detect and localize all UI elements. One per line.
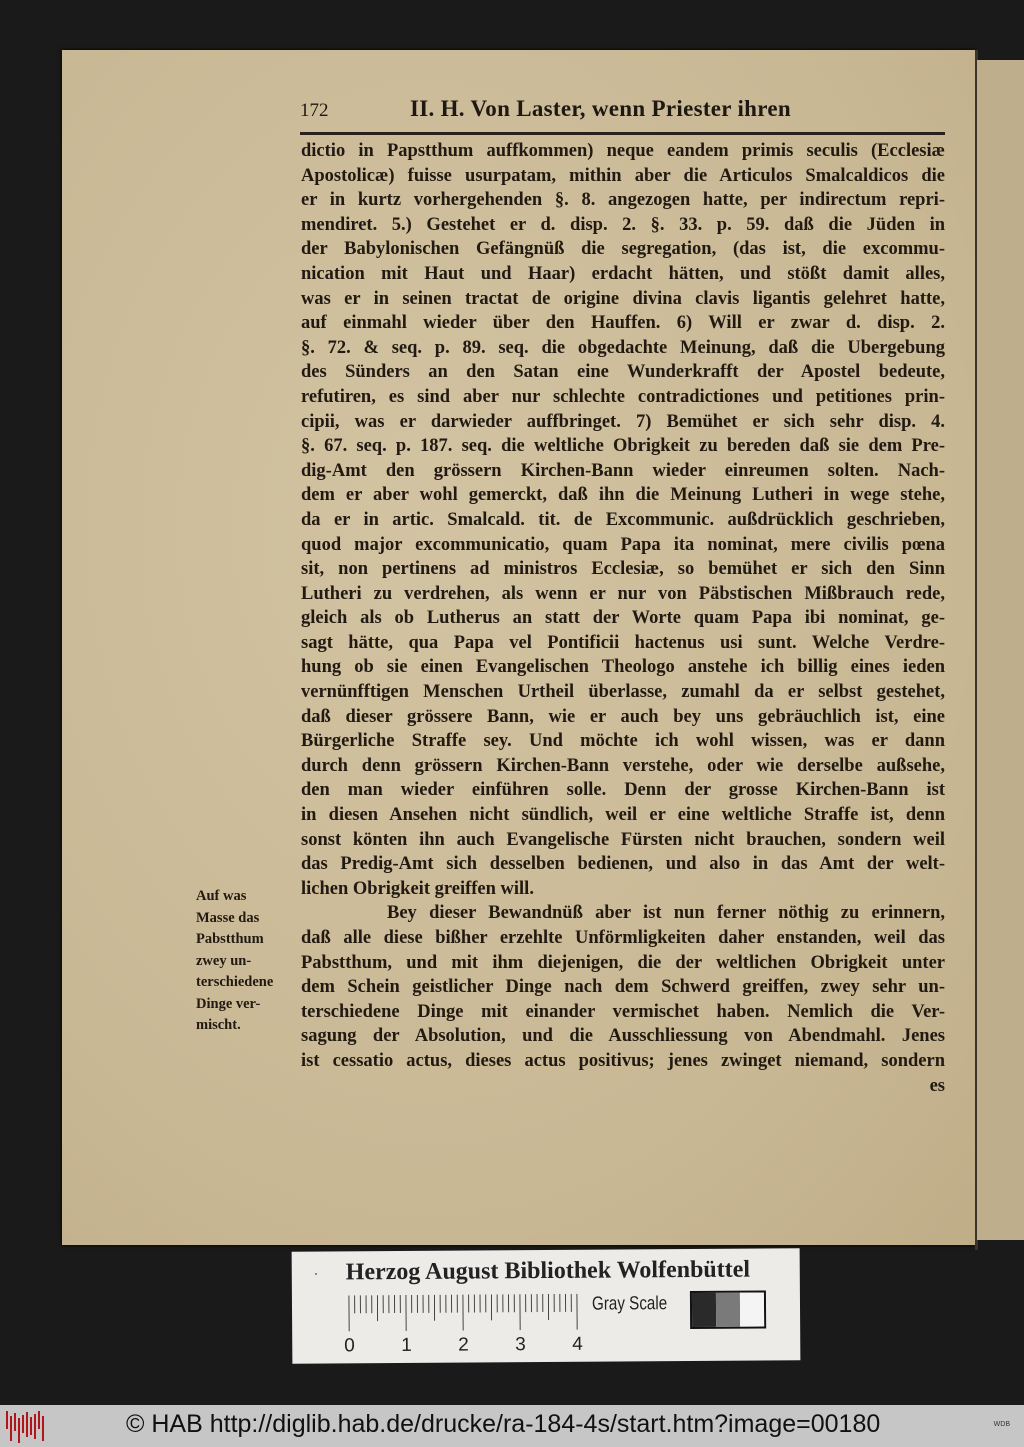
margin-note-line: Dinge ver-: [196, 995, 261, 1012]
header-rule: [300, 132, 945, 135]
ruler-number: 4: [572, 1333, 583, 1355]
ruler-number: 0: [344, 1335, 355, 1357]
text-line: lichen Obrigkeit greiffen will.: [301, 878, 534, 899]
text-line: es: [929, 1075, 945, 1096]
text-line: dem er aber wohl gemerckt, daß ihn die Meinung Lutheri in wege stehe,: [301, 485, 945, 506]
margin-note-line: mischt.: [196, 1017, 241, 1033]
text-line: was er in seinen tractat de origine divina clavis ligantis gelehret hatte,: [301, 288, 945, 309]
text-line: cipii, was er darwieder auffbringet. 7) Bemühet er sich sehr disp. 4.: [301, 411, 945, 432]
text-line: Pabstthum, und mit ihm diejenigen, die der weltlichen Obrigkeit unter: [301, 952, 945, 973]
margin-note-line: Pabstthum: [196, 931, 264, 947]
text-line: gleich als ob Lutherus an statt der Worte quam Papa ibi nominat, ge-: [301, 608, 945, 629]
logo-bar: [22, 1415, 24, 1433]
text-line: vernünfftigen Menschen Urtheil überlasse, zumahl da er selbst gestehet,: [301, 682, 945, 703]
ruler-number: 1: [401, 1334, 412, 1357]
gray-scale-label: Gray Scale: [591, 1293, 668, 1315]
text-line: sit, non pertinens ad ministros Ecclesiæ, so bemühet er sich den Sinn: [301, 559, 945, 580]
logo-bar: [30, 1417, 32, 1435]
text-line: des Sünders an den Satan eine Wunderkrafft der Apostel bedeute,: [301, 362, 945, 383]
text-line: Bürgerliche Straffe sey. Und möchte ich wohl wissen, was er dann: [301, 731, 945, 752]
hab-logo-icon: [6, 1411, 46, 1443]
text-line: sonst könten ihn auch Evangelische Fürsten nicht brauchen, sondern weil: [301, 829, 945, 850]
page-header: [300, 96, 945, 124]
swatch-light: [740, 1292, 764, 1326]
ruler-number: 3: [515, 1334, 526, 1356]
text-line: §. 72. & seq. p. 89. seq. die obgedachte Meinung, daß die Ubergebung: [301, 337, 945, 358]
text-line: §. 67. seq. p. 187. seq. die weltliche Obrigkeit zu bereden daß sie dem Pre-: [301, 436, 945, 457]
text-line: dig-Amt den grössern Kirchen-Bann wieder einreumen solten. Nach-: [301, 460, 945, 481]
text-line: da er in artic. Smalcald. tit. de Excommunic. außdrücklich geschrieben,: [301, 509, 945, 530]
library-color-card: [292, 1248, 801, 1364]
text-line: daß alle diese bißher erzehlte Unförmligkeiten daher enstanden, weil das: [301, 928, 945, 948]
margin-note-line: Masse das: [196, 909, 260, 926]
margin-note-line: terschiedene: [196, 974, 274, 990]
gray-scale-swatch: [690, 1290, 766, 1329]
text-line: refutiren, es sind aber nur schlechte contradictiones und petitiones prin-: [301, 386, 945, 407]
ruler-icon: [348, 1294, 580, 1332]
running-title: II. H. Von Laster, wenn Priester ihren: [410, 96, 791, 121]
margin-note-line: Auf was: [196, 888, 247, 904]
text-line: dictio in Papstthum auffkommen) neque eandem primis seculis (Ecclesiæ: [301, 141, 945, 161]
margin-note: [196, 886, 300, 1037]
text-line: Bey dieser Bewandnüß aber ist nun ferner nöthig zu erinnern,: [387, 903, 945, 924]
text-line: quod major excommunicatio, quam Papa ita nominat, mere civilis pœna: [301, 534, 945, 555]
logo-bar: [42, 1416, 44, 1441]
text-line: sagt hätte, qua Papa vel Pontificii hactenus usi sunt. Welche Verdre-: [301, 632, 945, 653]
text-line: der Babylonischen Gefängnüß die segregation, (das ist, die excommu-: [301, 239, 945, 260]
footer-bar: [0, 1405, 1024, 1447]
logo-bar: [14, 1413, 16, 1431]
page-number: 172: [300, 100, 329, 121]
logo-bar: [6, 1411, 8, 1429]
body-text: [301, 139, 945, 1098]
text-line: auf einmahl wieder über den Hauffen. 6) Will er zwar d. disp. 2.: [301, 313, 945, 334]
text-line: hung ob sie einen Evangelischen Theologo anstehe ich billig eines ieden: [301, 657, 945, 678]
text-line: terschiedene Dinge mit einander vermischet haben. Nemlich die Ver-: [301, 1001, 945, 1022]
swatch-mid: [716, 1293, 740, 1327]
text-line: nication mit Haut und Haar) erdacht hätten, und stößt damit alles,: [301, 263, 945, 284]
facing-page-edge: [977, 60, 1024, 1240]
text-line: sagung der Absolution, und die Ausschliessung von Abendmahl. Jenes: [301, 1026, 945, 1047]
text-line: daß dieser grössere Bann, wie er auch bey uns gebräuchlich ist, eine: [301, 706, 945, 727]
text-line: dem Schein geistlicher Dinge nach dem Schwerd greiffen, zwey sehr un-: [301, 977, 945, 998]
text-line: in diesen Ansehen nicht sündlich, weil er eine weltliche Straffe ist, denn: [301, 805, 945, 826]
card-dot: ·: [313, 1267, 319, 1283]
ruler-number: 2: [458, 1334, 469, 1356]
text-line: er in kurtz vorhergehenden §. 8. angezogen hatte, per indirectum repri-: [301, 190, 945, 211]
text-line: Lutheri zu verdrehen, als wenn er nur von Päbstischen Mißbrauch rede,: [301, 583, 945, 604]
logo-bar: [18, 1418, 20, 1443]
wdb-mark: WDB: [993, 1421, 1010, 1428]
logo-bar: [26, 1412, 28, 1437]
text-line: ist cessatio actus, dieses actus positivus; jenes zwinget niemand, sondern: [301, 1050, 945, 1071]
card-title: Herzog August Bibliothek Wolfenbüttel: [345, 1256, 751, 1286]
text-line: Apostolicæ) fuisse usurpatam, mithin aber die Articulos Smalcaldicos die: [301, 165, 945, 186]
text-line: durch denn grössern Kirchen-Bann verstehe, oder wie derselbe außsehe,: [301, 755, 945, 776]
copyright-url[interactable]: © HAB http://diglib.hab.de/drucke/ra-184-4s/start.htm?image=00180: [126, 1410, 881, 1438]
logo-bar: [10, 1416, 12, 1441]
text-line: das Predig-Amt sich desselben bedienen, und also in das Amt der welt-: [301, 854, 945, 875]
margin-note-line: zwey un-: [196, 952, 252, 969]
text-line: mendiret. 5.) Gestehet er d. disp. 2. §. 33. p. 59. daß die Jüden in: [301, 214, 945, 235]
swatch-dark: [692, 1293, 716, 1327]
text-line: den man wieder einführen solle. Denn der grosse Kirchen-Bann ist: [301, 780, 945, 801]
logo-bar: [38, 1411, 40, 1429]
logo-bar: [34, 1414, 36, 1439]
